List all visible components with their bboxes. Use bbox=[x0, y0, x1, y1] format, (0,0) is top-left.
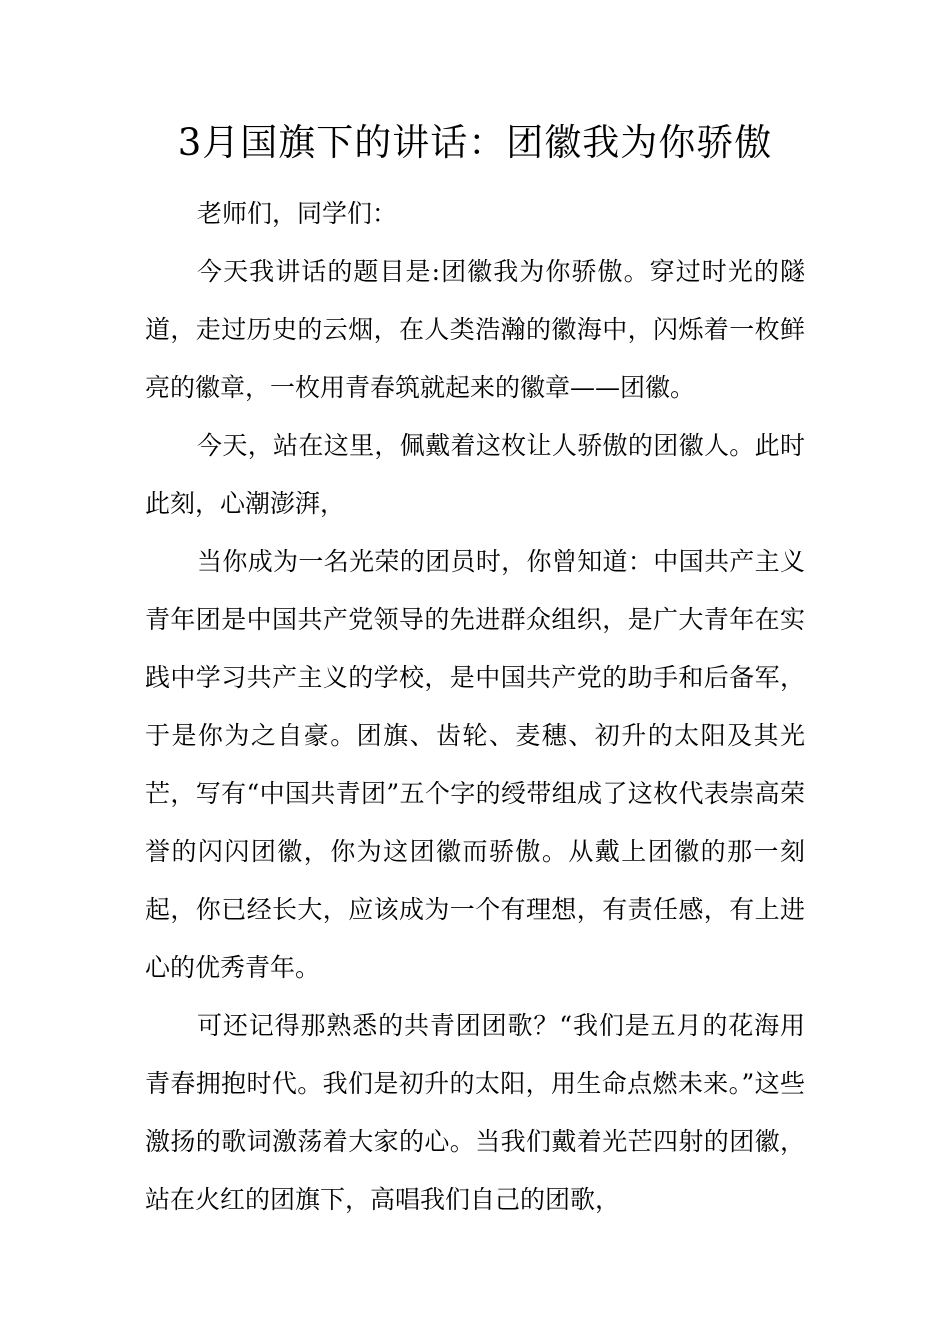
paragraph-2: 今天，站在这里，佩戴着这枚让人骄傲的团徽人。此时此刻，心潮澎湃， bbox=[145, 431, 805, 518]
document-title: 3月国旗下的讲话：团徽我为你骄傲 bbox=[177, 121, 773, 164]
paragraph-3: 当你成为一名光荣的团员时，你曾知道：中国共产主义青年团是中国共产党领导的先进群众组织，是广大青年在实践中学习共产主义的学校，是中国共产党的助手和后备军，于是你为之自豪。团旗、齿轮、麦穗、初升的太阳及其光芒，写有“中国共青团”五个字的绶带组成了这枚代表崇高荣誉的闪闪团徽，你为这团徽而骄傲。从戴上团徽的那一刻起，你已经长大，应该成为一个有理想，有责任感，有上进心的优秀青年。 bbox=[145, 547, 805, 982]
paragraph-4: 可还记得那熟悉的共青团团歌？“我们是五月的花海用青春拥抱时代。我们是初升的太阳，用生命点燃未来。”这些激扬的歌词激荡着大家的心。当我们戴着光芒四射的团徽，站在火红的团旗下，高唱我们自己的团歌， bbox=[145, 1011, 805, 1214]
document-body bbox=[145, 185, 805, 1229]
salutation: 老师们，同学们： bbox=[197, 199, 398, 228]
paragraph-1: 今天我讲话的题目是:团徽我为你骄傲。穿过时光的隧道，走过历史的云烟，在人类浩瀚的徽海中，闪烁着一枚鲜亮的徽章，一枚用青春筑就起来的徽章——团徽。 bbox=[145, 257, 805, 402]
